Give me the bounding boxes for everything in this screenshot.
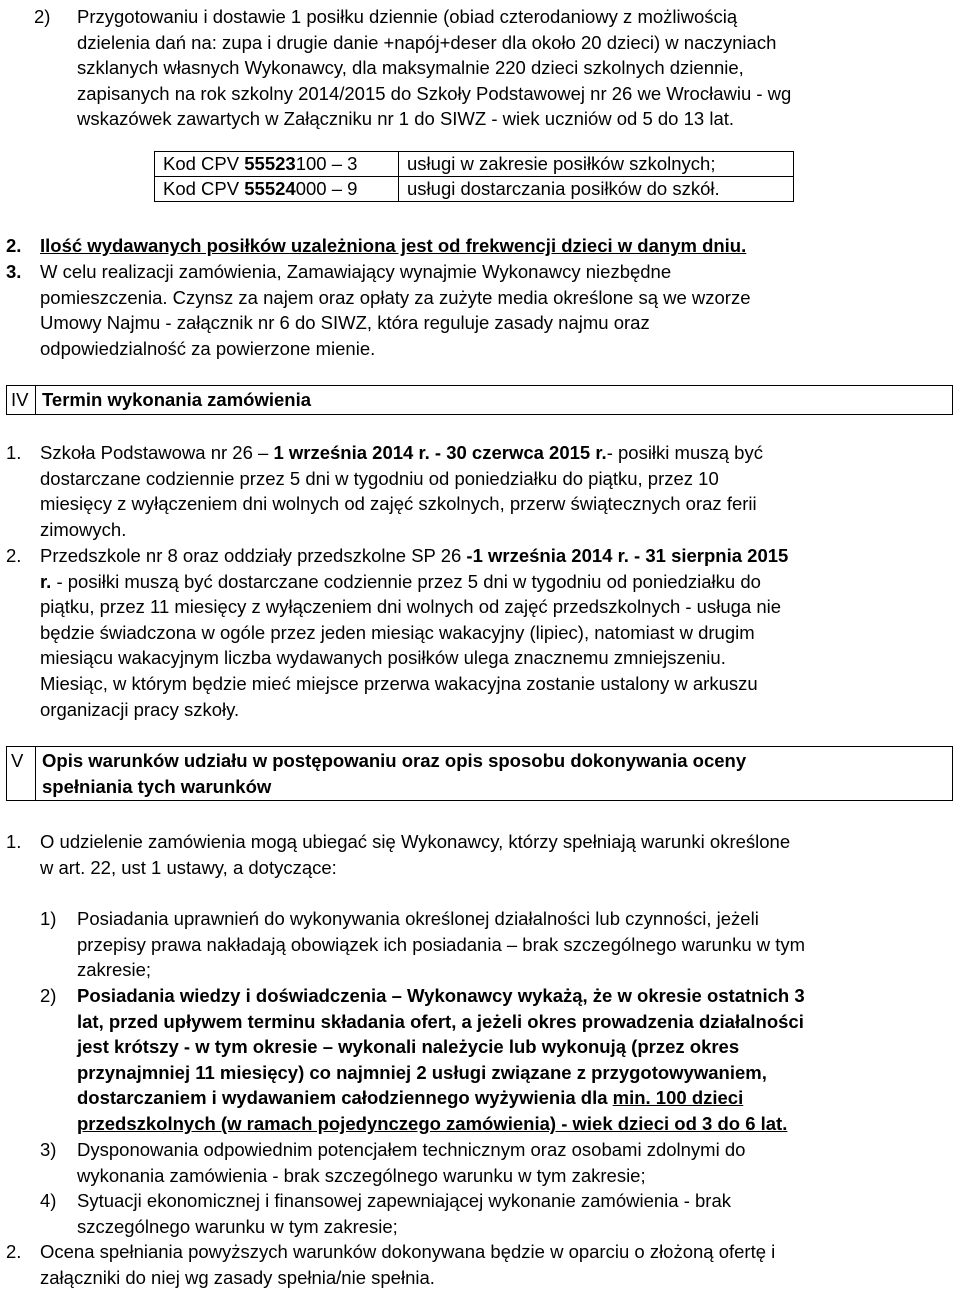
point3-line: Umowy Najmu - załącznik nr 6 do SIWZ, która reguluje zasady najmu oraz: [40, 312, 650, 334]
cpv-code-rest: 000 – 9: [295, 178, 358, 199]
v-sub2-line: [77, 1085, 957, 1111]
section-iv-roman: IV: [7, 386, 36, 415]
iv-item2-line: [40, 569, 957, 595]
iv-item1-line: miesięcy z wyłączeniem dni wolnych od zajęć szkolnych, przerw świątecznych oraz ferii: [40, 493, 757, 515]
iv-item1-school: Szkoła Podstawowa nr 26 –: [40, 442, 274, 463]
v-sub1-line: przepisy prawa nakładają obowiązek ich posiadania – brak szczególnego warunku w tym: [77, 933, 806, 955]
iv-item2-paragraph: [40, 543, 957, 722]
v-sub2-line: Posiadania wiedzy i doświadczenia – Wykonawcy wykażą, że w okresie ostatnich 3: [77, 985, 805, 1006]
v-sub1-number: 1): [40, 908, 57, 929]
v-sub2-number: 2): [40, 985, 57, 1006]
v-sub3-number: 3): [40, 1139, 57, 1160]
iv-item2-line: piątku, przez 11 miesięcy z wyłączeniem dni wolnych od zajęć przedszkolnych - usługa nie: [40, 596, 782, 618]
iv-item1-dates: 1 września 2014 r. - 30 czerwca 2015 r.: [273, 442, 607, 463]
point3-number: 3.: [6, 261, 22, 282]
v-sub2-paragraph: [77, 983, 957, 1137]
v-item1-number: 1.: [6, 831, 22, 852]
iv-item1-number: 1.: [6, 442, 22, 463]
v-item2-line: Ocena spełniania powyższych warunków dokonywana będzie w oparciu o złożoną ofertę i: [40, 1241, 776, 1262]
point3-paragraph: [40, 259, 957, 361]
v-sub2-line: jest krótszy - w tym okresie – wykonali należycie lub wykonują (przez okres: [77, 1036, 740, 1058]
point3-line: odpowiedzialność za powierzone mienie.: [40, 337, 376, 359]
point3-line: pomieszczenia. Czynsz za najem oraz opłaty za zużyte media określone są we wzorze: [40, 286, 751, 308]
v-sub3-paragraph: [77, 1137, 957, 1188]
section-v-title-line: Opis warunków udziału w postępowaniu oraz opis sposobu dokonywania oceny: [42, 750, 747, 771]
iv-item1-line: dostarczane codziennie przez 5 dni w tygodniu od poniedziałku do piątku, przez 10: [40, 467, 719, 489]
cpv-code-bold: 55524: [244, 178, 296, 199]
v-item1-line: w art. 22, ust 1 ustawy, a dotyczące:: [40, 856, 337, 878]
v-sub4-number: 4): [40, 1190, 57, 1211]
intro-line: Przygotowaniu i dostawie 1 posiłku dziennie (obiad czterodaniowy z możliwością: [77, 6, 738, 27]
point3-line: W celu realizacji zamówienia, Zamawiający wynajmie Wykonawcy niezbędne: [40, 261, 672, 282]
v-sub2-line: lat, przed upływem terminu składania ofert, a jeżeli okres prowadzenia działalności: [77, 1010, 804, 1032]
v-sub2-line: przedszkolnych (w ramach pojedynczego zamówienia) - wiek dzieci od 3 do 6 lat.: [77, 1112, 788, 1134]
iv-item2-rest: - posiłki muszą być dostarczane codziennie przez 5 dni w tygodniu od poniedziałku do: [51, 570, 761, 592]
iv-item1-line: [40, 440, 957, 466]
cpv-row: [155, 177, 794, 202]
iv-item1-line: zimowych.: [40, 518, 127, 540]
section-iv-title: Termin wykonania zamówienia: [36, 386, 953, 415]
cpv-row: [155, 152, 794, 177]
cpv-desc-cell: usługi w zakresie posiłków szkolnych;: [399, 152, 794, 177]
v-sub3-line: Dysponowania odpowiednim potencjałem technicznym oraz osobami zdolnymi do: [77, 1139, 746, 1160]
iv-item1-rest: - posiłki muszą być: [606, 442, 763, 463]
intro-line: szklanych własnych Wykonawcy, dla maksymalnie 220 dzieci szkolnych dziennie,: [77, 57, 744, 79]
v-sub2-text: dostarczaniem i wydawaniem całodziennego wyżywienia dla: [77, 1087, 613, 1109]
intro-number: 2): [34, 6, 51, 27]
v-sub4-line: szczególnego warunku w tym zakresie;: [77, 1215, 398, 1237]
v-item2-paragraph: [40, 1239, 957, 1290]
section-v-roman: V: [7, 747, 36, 801]
cpv-code-rest: 100 – 3: [295, 153, 358, 174]
cpv-prefix: Kod CPV: [163, 153, 245, 174]
v-sub4-paragraph: [77, 1188, 957, 1239]
iv-item2-number: 2.: [6, 545, 22, 566]
v-sub4-line: Sytuacji ekonomicznej i finansowej zapewniającej wykonanie zamówienia - brak: [77, 1190, 731, 1211]
iv-item2-preschool: Przedszkole nr 8 oraz oddziały przedszkolne SP 26: [40, 545, 467, 566]
intro-paragraph: [77, 4, 957, 132]
intro-line: dzielenia dań na: zupa i drugie danie +napój+deser dla około 20 dzieci) w naczyniach: [77, 31, 777, 53]
iv-item2-dates: -1 września 2014 r. - 31 sierpnia 2015: [466, 545, 789, 566]
cpv-code-cell: [155, 177, 399, 202]
iv-item2-dates-end: r.: [40, 570, 52, 592]
iv-item2-line: Miesiąc, w którym będzie mieć miejsce przerwa wakacyjna zostanie ustalony w arkuszu: [40, 672, 758, 694]
section-v-title-line: spełniania tych warunków: [42, 775, 272, 797]
v-item1-line: O udzielenie zamówienia mogą ubiegać się Wykonawcy, którzy spełniają warunki określone: [40, 831, 791, 852]
v-item1-paragraph: [40, 829, 957, 880]
v-item2-line: załączniki do niej wg zasady spełnia/nie spełnia.: [40, 1266, 435, 1288]
cpv-code-bold: 55523: [244, 153, 296, 174]
intro-line: zapisanych na rok szkolny 2014/2015 do Szkoły Podstawowej nr 26 we Wrocławiu - wg: [77, 82, 792, 104]
section-v-header: [6, 746, 953, 801]
v-item2-number: 2.: [6, 1241, 22, 1262]
section-v-title: [36, 747, 953, 801]
v-sub1-line: Posiadania uprawnień do wykonywania określonej działalności lub czynności, jeżeli: [77, 908, 759, 929]
point2-text: Ilość wydawanych posiłków uzależniona jest od frekwencji dzieci w danym dniu.: [40, 235, 747, 256]
cpv-table: [154, 151, 794, 202]
v-sub2-min-children: min. 100 dzieci: [612, 1087, 744, 1109]
point2-number: 2.: [6, 235, 22, 256]
iv-item1-paragraph: [40, 440, 957, 542]
v-sub3-line: wykonania zamówienia - brak szczególnego warunku w tym zakresie;: [77, 1164, 646, 1186]
cpv-desc-cell: usługi dostarczania posiłków do szkół.: [399, 177, 794, 202]
cpv-prefix: Kod CPV: [163, 178, 245, 199]
cpv-code-cell: [155, 152, 399, 177]
iv-item2-line: miesiącu wakacyjnym liczba wydawanych posiłków ulega znacznemu zmniejszeniu.: [40, 647, 726, 669]
section-iv-header: [6, 385, 953, 415]
iv-item2-line: będzie świadczona w ogóle przez jeden miesiąc wakacyjny (lipiec), natomiast w drugim: [40, 621, 755, 643]
v-sub2-line: przynajmniej 11 miesięcy) co najmniej 2 usługi związane z przygotowywaniem,: [77, 1061, 767, 1083]
v-sub1-line: zakresie;: [77, 959, 152, 981]
iv-item2-line: organizacji pracy szkoły.: [40, 698, 240, 720]
iv-item2-line: [40, 543, 957, 569]
intro-line: wskazówek zawartych w Załączniku nr 1 do SIWZ - wiek uczniów od 5 do 13 lat.: [77, 108, 735, 130]
v-sub1-paragraph: [77, 906, 957, 983]
